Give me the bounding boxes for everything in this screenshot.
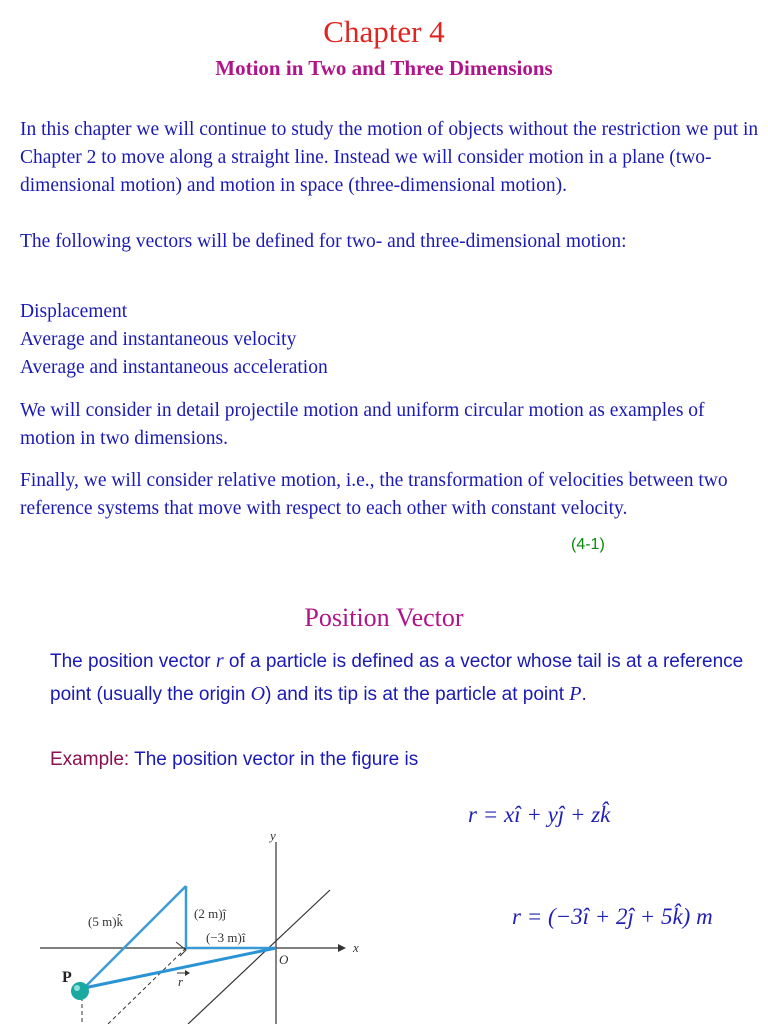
def-o: O xyxy=(250,683,266,705)
i-label: (−3 m)î xyxy=(206,930,246,945)
x-axis-label: x xyxy=(353,940,359,955)
tick-mark xyxy=(176,942,186,956)
intro-paragraph-3: We will consider in detail projectile motion and uniform circular motion as examples of motion in two dimensions. xyxy=(20,400,705,449)
point-label: P xyxy=(62,969,72,986)
j-label: (2 m)ĵ xyxy=(194,906,227,921)
list-item: Displacement xyxy=(20,301,128,322)
dashed-guide xyxy=(108,948,186,1024)
intro-paragraph-1: In this chapter we will continue to study the motion of objects without the restriction we put in Chapter 2 to move along a straight line. Instead we will consider motion in a plane (two-dimensional motion) and motion in space (three-dimensional motion). xyxy=(20,119,759,196)
chapter-subtitle: Motion in Two and Three Dimensions xyxy=(215,56,553,80)
r-arrow-head xyxy=(185,970,190,976)
particle xyxy=(71,982,89,1000)
example-text: The position vector in the figure is xyxy=(129,749,419,770)
page-number: (4-1) xyxy=(571,536,605,553)
definition-paragraph xyxy=(50,645,750,711)
intro-paragraph-4: Finally, we will consider relative motion, i.e., the transformation of velocities between two reference systems that move with respect to each other with constant velocity. xyxy=(20,470,728,519)
def-text: of a particle is defined as a vector whose tail is at a reference point (usually the origin xyxy=(50,651,744,705)
def-text: The position vector xyxy=(50,651,216,672)
example-label: Example: xyxy=(50,749,130,770)
equation-general: r = xî + yĵ + zk̂ xyxy=(468,802,611,827)
example-line xyxy=(50,749,418,771)
intro-paragraph-2: The following vectors will be defined for two- and three-dimensional motion: xyxy=(20,231,627,252)
r-label: r xyxy=(178,974,184,989)
list-item: Average and instantaneous velocity xyxy=(20,329,297,350)
def-r: r xyxy=(215,650,224,672)
particle-highlight xyxy=(74,985,80,991)
def-text: ) and its tip is at the particle at point xyxy=(265,684,570,705)
def-text: . xyxy=(581,684,587,705)
origin-label: O xyxy=(279,952,289,967)
equation-specific: r = (−3î + 2ĵ + 5k̂) m xyxy=(512,904,713,929)
y-axis-label: y xyxy=(270,828,276,843)
x-axis-arrow xyxy=(338,944,346,952)
def-p: P xyxy=(569,683,582,705)
k-component xyxy=(82,886,186,990)
vector-list xyxy=(20,298,328,382)
section-heading: Position Vector xyxy=(304,603,464,632)
k-label: (5 m)k̂ xyxy=(88,914,124,929)
list-item: Average and instantaneous acceleration xyxy=(20,357,328,378)
position-vector-figure xyxy=(0,820,400,1024)
chapter-title: Chapter 4 xyxy=(323,14,445,49)
